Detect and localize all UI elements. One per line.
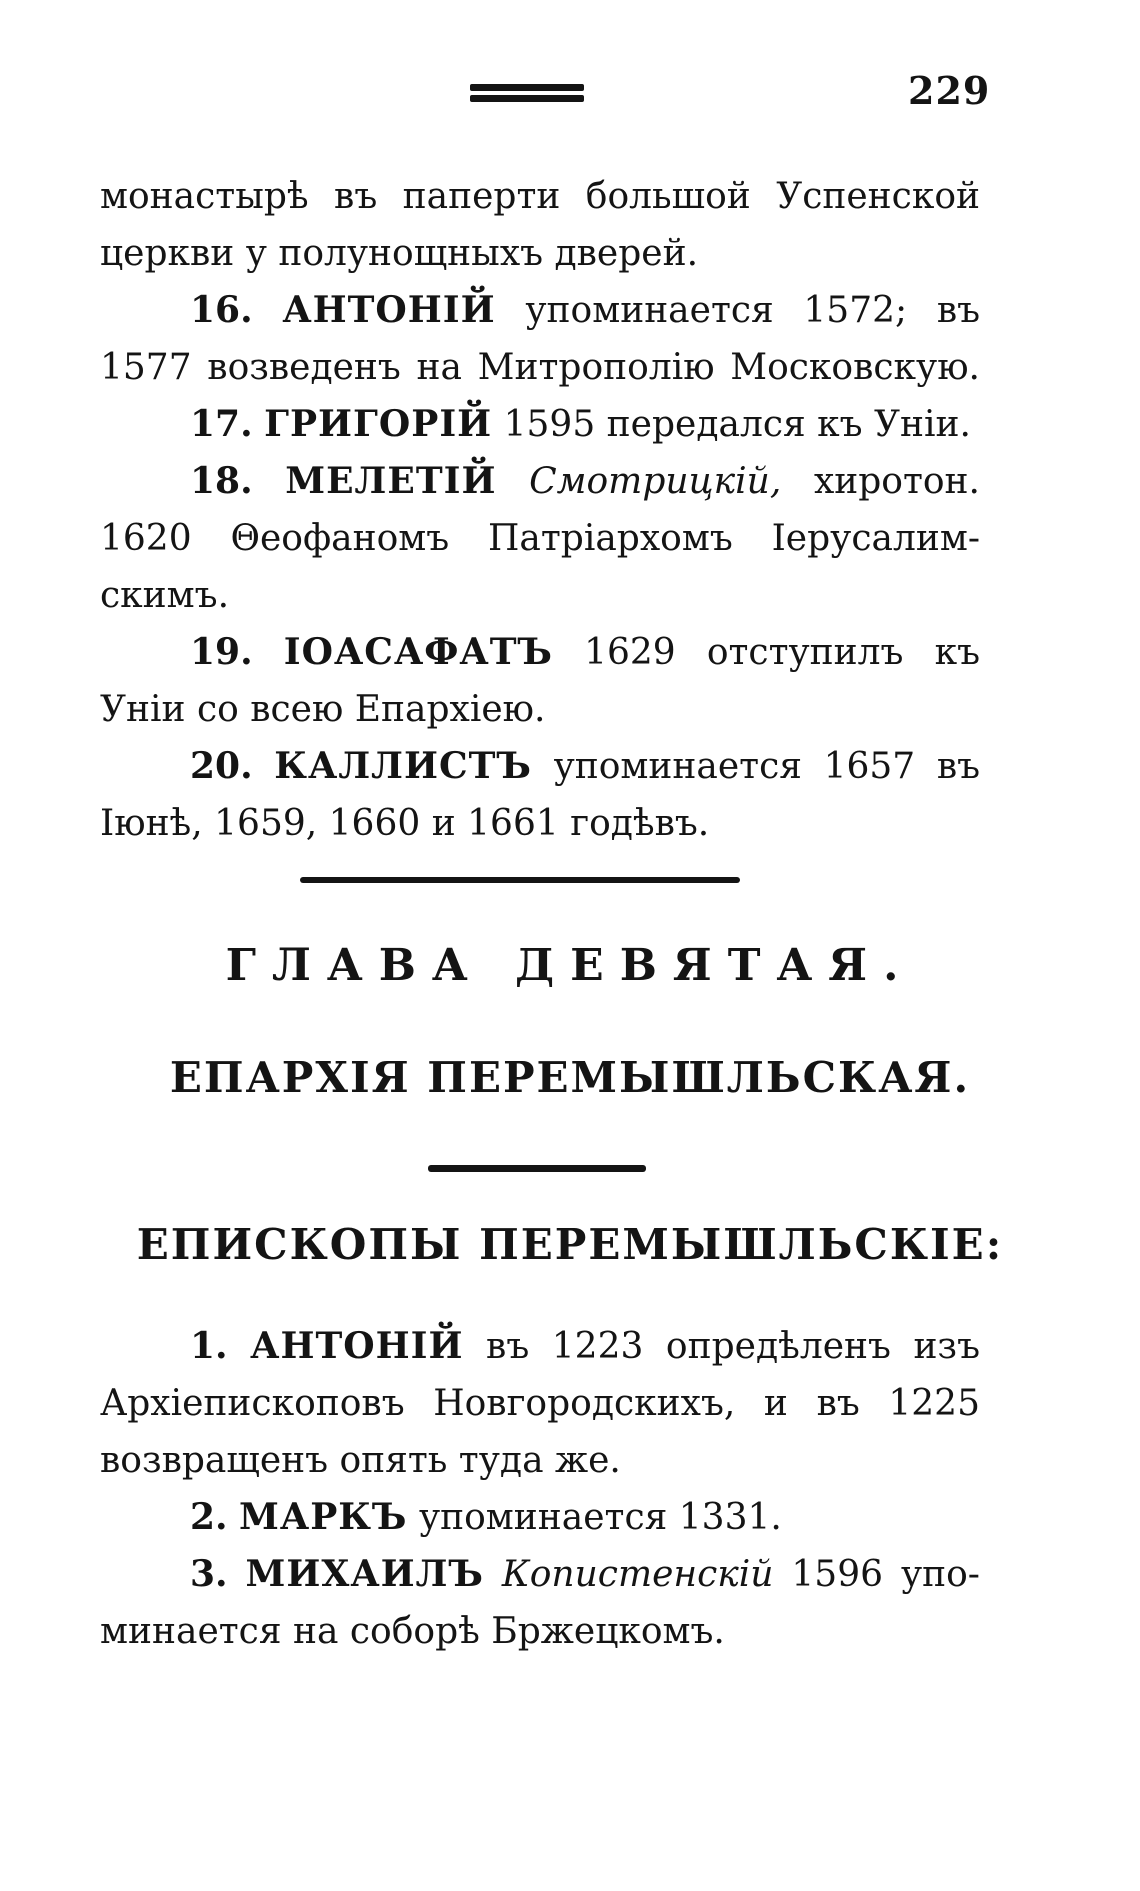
entry-name: КАЛЛИСТЪ — [274, 745, 532, 787]
text-line: Архiепископовъ Новгородскихъ, и въ 1225 — [100, 1383, 980, 1424]
text-line: минается на соборѣ Бржецкомъ. — [100, 1611, 725, 1652]
entry-line — [100, 1489, 980, 1546]
entry-text: въ 1223 опредѣленъ изъ — [486, 1326, 980, 1367]
entry-name: МАРКЪ — [239, 1496, 408, 1538]
entry-number: 18. — [190, 460, 253, 502]
text-line: скимъ. — [100, 575, 230, 616]
entry-line — [100, 1318, 980, 1375]
entry-text: упоминается 1572; въ — [525, 290, 980, 331]
entry-line — [100, 453, 980, 510]
entry-line — [100, 1546, 980, 1603]
entry-text: упоминается 1657 въ — [553, 746, 981, 787]
text-line: Унiи со всею Епархiею. — [100, 689, 546, 730]
entry-number: 2. — [190, 1496, 228, 1538]
entry-text: 1596 упо- — [791, 1554, 980, 1595]
entry-number: 19. — [190, 631, 253, 673]
entry-name: IОАСАФАТЪ — [283, 631, 553, 673]
bishops-heading: ЕПИСКОПЫ ПЕРЕМЫШЛЬСКIЕ: — [136, 1220, 1004, 1269]
entry-name: ГРИГОРIЙ — [264, 403, 493, 445]
entry-name: АНТОНIЙ — [282, 289, 496, 331]
entry-number: 16. — [190, 289, 253, 331]
entry-surname: Копистенскiй — [501, 1554, 774, 1595]
entry-number: 3. — [190, 1553, 228, 1595]
text-line: возвращенъ опять туда же. — [100, 1440, 621, 1481]
eparchy-title: ЕПАРХIЯ ПЕРЕМЫШЛЬСКАЯ. — [169, 1053, 971, 1102]
entry-text: хиротон. — [813, 461, 980, 502]
entry-name: МЕЛЕТIЙ — [285, 460, 497, 502]
top-section — [100, 168, 980, 852]
entry-text: 1595 передался къ Унiи. — [503, 404, 971, 445]
entry-text: упоминается 1331. — [418, 1497, 782, 1538]
entry-surname: Смотрицкiй, — [529, 461, 782, 502]
entry-number: 1. — [190, 1325, 228, 1367]
page-number: 229 — [908, 68, 991, 113]
text-line: церкви у полунощныхъ дверей. — [100, 233, 699, 274]
chapter-title: ГЛАВА ДЕВЯТАЯ. — [225, 940, 915, 991]
entry-name: МИХАИЛЪ — [245, 1553, 484, 1595]
text-line: 1620 Θеофаномъ Патрiархомъ Iерусалим- — [100, 518, 980, 559]
entry-number: 17. — [190, 403, 253, 445]
text-line: монастырѣ въ паперти большой Успенской — [100, 176, 980, 217]
entry-line — [100, 624, 980, 681]
text-line: 1577 возведенъ на Митрополiю Московскую. — [100, 347, 980, 388]
entry-line — [100, 282, 980, 339]
text-line: Iюнѣ, 1659, 1660 и 1661 годѣвъ. — [100, 803, 710, 844]
entry-line — [100, 396, 980, 453]
section-divider — [428, 1165, 646, 1172]
entry-text: 1629 отступилъ къ — [584, 632, 980, 673]
header-ornament — [470, 84, 584, 106]
entry-number: 20. — [190, 745, 253, 787]
entry-line — [100, 738, 980, 795]
entry-name: АНТОНIЙ — [250, 1325, 464, 1367]
section-divider — [300, 877, 740, 883]
bishops-list — [100, 1318, 980, 1660]
